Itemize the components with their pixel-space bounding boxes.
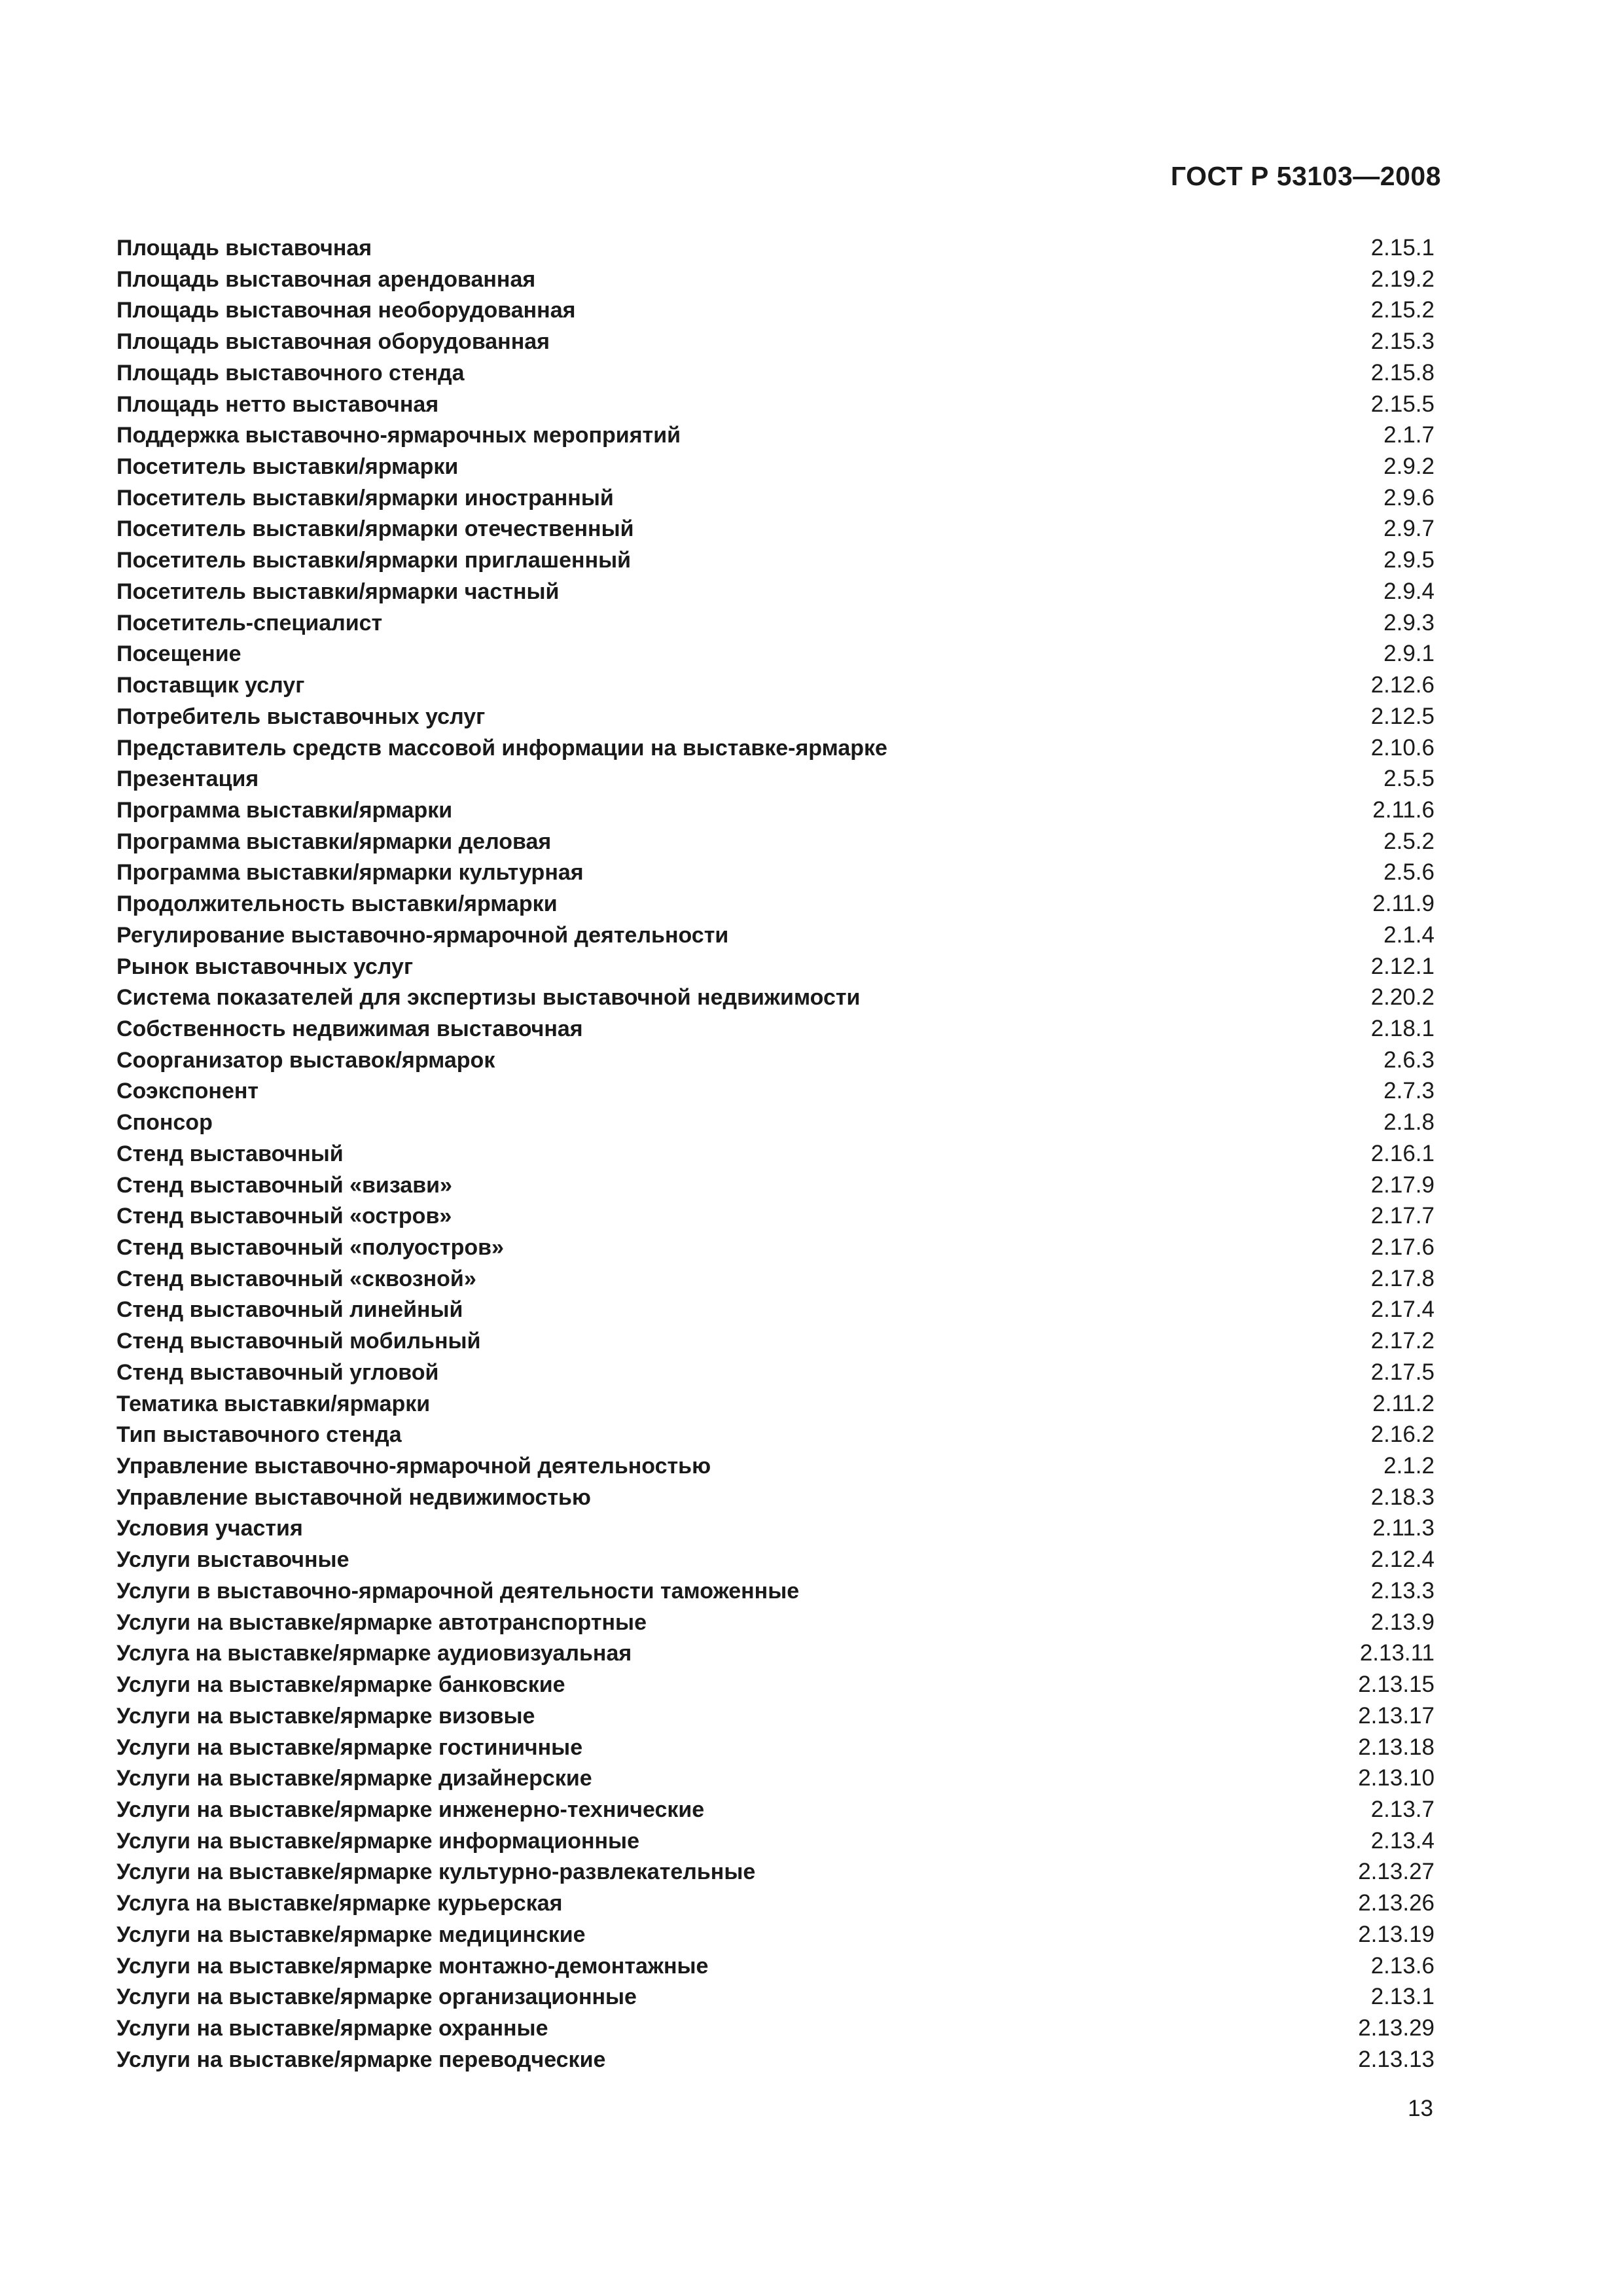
index-term: Площадь выставочная оборудованная [116,329,550,355]
index-entry [116,295,1435,326]
index-entry [116,1638,1435,1669]
index-section-ref: 2.15.5 [1370,391,1435,417]
index-section-ref: 2.6.3 [1383,1047,1435,1073]
index-section-ref: 2.9.1 [1383,641,1435,667]
index-entry [116,1763,1435,1794]
index-section-ref: 2.13.10 [1358,1765,1435,1791]
index-term: Тип выставочного стенда [116,1422,402,1448]
index-term: Тематика выставки/ярмарки [116,1391,431,1416]
index-term: Соэкспонент [116,1079,259,1104]
index-entry [116,888,1435,920]
index-entry [116,1825,1435,1857]
index-section-ref: 2.18.3 [1370,1484,1435,1510]
index-section-ref: 2.11.3 [1372,1515,1435,1541]
index-term: Представитель средств массовой информации на выставке-ярмарке [116,735,887,761]
index-entry [116,670,1435,701]
index-term: Площадь выставочная [116,236,372,260]
index-term: Спонсор [116,1110,213,1136]
index-section-ref: 2.13.29 [1358,2015,1435,2041]
index-term: Программа выставки/ярмарки культурная [116,860,584,886]
index-section-ref: 2.13.6 [1370,1952,1435,1979]
index-term: Система показателей для экспертизы выставочной недвижимости [116,985,861,1011]
index-section-ref: 2.17.8 [1370,1265,1435,1291]
index-term: Услуги на выставке/ярмарке медицинские [116,1922,586,1947]
index-section-ref: 2.17.7 [1370,1203,1435,1229]
index-term: Услуги в выставочно-ярмарочной деятельности таможенные [116,1578,800,1604]
index-section-ref: 2.5.2 [1383,828,1435,854]
index-entry [116,1075,1435,1107]
index-term: Услуги на выставке/ярмарке культурно-развлекательные [116,1859,756,1885]
index-term: Стенд выставочный мобильный [116,1329,481,1354]
index-section-ref: 2.13.15 [1358,1672,1435,1698]
index-entry [116,795,1435,826]
index-term: Услуги на выставке/ярмарке гостиничные [116,1734,583,1760]
index-term: Поставщик услуг [116,673,305,698]
index-entry [116,732,1435,764]
index-term: Площадь выставочная арендованная [116,266,536,292]
index-entry [116,1919,1435,1950]
index-section-ref: 2.17.9 [1370,1172,1435,1198]
standard-designation: ГОСТ Р 53103—2008 [1170,161,1441,191]
index-term: Услуги на выставке/ярмарке дизайнерские [116,1766,592,1791]
index-entry [116,1045,1435,1076]
index-entry [116,1263,1435,1295]
index-section-ref: 2.13.11 [1359,1640,1435,1666]
index-section-ref: 2.7.3 [1383,1078,1435,1104]
index-term: Стенд выставочный линейный [116,1297,463,1323]
index-term: Стенд выставочный угловой [116,1359,439,1385]
index-entry [116,1450,1435,1482]
index-entry [116,607,1435,639]
index-term: Программа выставки/ярмарки [116,797,453,823]
index-section-ref: 2.15.1 [1370,235,1435,260]
index-entry [116,482,1435,514]
index-term: Услуги на выставке/ярмарке охранные [116,2015,548,2041]
index-entry [116,1732,1435,1763]
index-section-ref: 2.1.4 [1383,922,1435,948]
index-section-ref: 2.1.8 [1383,1109,1435,1136]
index-section-ref: 2.12.4 [1370,1547,1435,1573]
index-entry [116,1200,1435,1232]
index-entry [116,1013,1435,1045]
index-term: Услуги на выставке/ярмарке информационные [116,1828,639,1854]
index-section-ref: 2.9.2 [1383,454,1435,480]
index-section-ref: 2.13.7 [1370,1796,1435,1822]
index-section-ref: 2.9.3 [1383,609,1435,636]
index-section-ref: 2.13.4 [1370,1827,1435,1854]
index-section-ref: 2.9.5 [1383,547,1435,573]
index-entry [116,545,1435,576]
index-entry [116,232,1435,264]
index-entry [116,826,1435,857]
index-section-ref: 2.9.4 [1383,578,1435,604]
index-section-ref: 2.5.5 [1383,766,1435,792]
index-term: Посетитель выставки/ярмарки частный [116,579,560,604]
index-term: Потребитель выставочных услуг [116,704,486,729]
index-term: Условия участия [116,1516,303,1541]
index-term: Презентация [116,766,259,792]
index-entry [116,1138,1435,1170]
index-term: Управление выставочной недвижимостью [116,1484,591,1510]
index-term: Услуги на выставке/ярмарке переводческие [116,2047,606,2072]
index-term: Посетитель выставки/ярмарки иностранный [116,485,614,511]
index-entry [116,1232,1435,1263]
index-section-ref: 2.18.1 [1370,1015,1435,1041]
index-entry [116,1294,1435,1325]
index-entry [116,2013,1435,2044]
index-entry [116,326,1435,357]
index-section-ref: 2.13.17 [1358,1702,1435,1729]
index-entry [116,920,1435,951]
index-section-ref: 2.11.6 [1372,797,1435,823]
index-entry [116,763,1435,795]
index-term: Стенд выставочный «остров» [116,1204,452,1229]
index-entry [116,576,1435,607]
index-term: Услуги на выставке/ярмарке организационные [116,1984,637,2010]
index-section-ref: 2.12.1 [1370,953,1435,979]
index-section-ref: 2.20.2 [1370,984,1435,1011]
index-section-ref: 2.5.6 [1383,859,1435,886]
index-term: Услуга на выставке/ярмарке аудиовизуальная [116,1641,632,1666]
index-entry [116,638,1435,670]
page-number: 13 [1408,2096,1433,2121]
index-term: Стенд выставочный «полуостров» [116,1235,504,1260]
index-term: Посетитель-специалист [116,610,383,636]
index-section-ref: 2.13.26 [1358,1890,1435,1916]
index-entry [116,264,1435,295]
index-entry [116,357,1435,389]
index-term: Стенд выставочный «визави» [116,1172,452,1198]
index-entry [116,1981,1435,2013]
index-term: Поддержка выставочно-ярмарочных мероприятий [116,423,681,448]
index-section-ref: 2.9.6 [1383,484,1435,511]
index-entry [116,982,1435,1013]
index-entry [116,1607,1435,1638]
index-term: Регулирование выставочно-ярмарочной деятельности [116,922,729,948]
index-term: Посещение [116,641,241,667]
index-term: Рынок выставочных услуг [116,954,414,979]
index-section-ref: 2.19.2 [1370,266,1435,292]
index-term: Программа выставки/ярмарки деловая [116,829,552,854]
index-entry [116,1888,1435,1919]
alphabetical-index [116,232,1435,2075]
index-entry [116,1544,1435,1575]
index-section-ref: 2.17.2 [1370,1328,1435,1354]
index-section-ref: 2.15.3 [1370,329,1435,355]
index-term: Стенд выставочный «сквозной» [116,1266,476,1291]
index-section-ref: 2.16.1 [1370,1140,1435,1166]
index-entry [116,1325,1435,1357]
index-term: Собственность недвижимая выставочная [116,1016,583,1041]
index-term: Площадь выставочная необорудованная [116,298,576,323]
index-term: Соорганизатор выставок/ярмарок [116,1047,495,1073]
index-term: Управление выставочно-ярмарочной деятельностью [116,1454,711,1479]
index-section-ref: 2.12.6 [1370,672,1435,698]
index-term: Услуга на выставке/ярмарке курьерская [116,1891,563,1916]
index-section-ref: 2.13.9 [1370,1609,1435,1635]
index-term: Посетитель выставки/ярмарки приглашенный [116,548,632,573]
index-entry [116,1856,1435,1888]
index-term: Продолжительность выставки/ярмарки [116,891,558,917]
index-entry [116,2044,1435,2075]
index-entry [116,1482,1435,1513]
index-entry [116,420,1435,451]
index-section-ref: 2.1.7 [1383,422,1435,448]
index-term: Услуги на выставке/ярмарке визовые [116,1703,535,1729]
index-entry [116,1700,1435,1732]
index-section-ref: 2.11.9 [1372,891,1435,917]
index-term: Посетитель выставки/ярмарки [116,454,459,480]
index-term: Услуги на выставке/ярмарке инженерно-технические [116,1797,705,1822]
index-entry [116,1575,1435,1607]
index-section-ref: 2.11.2 [1372,1390,1435,1416]
index-entry [116,1513,1435,1544]
index-entry [116,513,1435,545]
index-section-ref: 2.13.27 [1358,1859,1435,1885]
index-entry [116,857,1435,888]
index-term: Посетитель выставки/ярмарки отечественный [116,516,634,542]
index-section-ref: 2.13.1 [1370,1984,1435,2010]
index-entry [116,1419,1435,1450]
index-section-ref: 2.17.4 [1370,1297,1435,1323]
index-section-ref: 2.16.2 [1370,1422,1435,1448]
index-entry [116,1357,1435,1388]
index-term: Услуги на выставке/ярмарке банковские [116,1672,565,1698]
index-section-ref: 2.1.2 [1383,1453,1435,1479]
index-term: Услуги выставочные [116,1547,349,1573]
index-term: Площадь нетто выставочная [116,391,439,417]
index-section-ref: 2.10.6 [1370,734,1435,761]
index-entry [116,1170,1435,1201]
index-entry [116,1669,1435,1700]
index-entry [116,1388,1435,1420]
index-section-ref: 2.17.6 [1370,1234,1435,1260]
index-section-ref: 2.13.19 [1358,1921,1435,1947]
index-entry [116,1950,1435,1982]
index-entry [116,451,1435,482]
index-section-ref: 2.15.8 [1370,359,1435,386]
index-entry [116,1107,1435,1138]
index-section-ref: 2.12.5 [1370,703,1435,729]
index-entry [116,389,1435,420]
index-entry [116,701,1435,732]
index-section-ref: 2.17.5 [1370,1359,1435,1385]
index-term: Услуги на выставке/ярмарке автотранспортные [116,1609,647,1635]
index-section-ref: 2.13.18 [1358,1734,1435,1760]
index-term: Услуги на выставке/ярмарке монтажно-демонтажные [116,1953,709,1979]
index-entry [116,1794,1435,1825]
index-term: Стенд выставочный [116,1141,344,1166]
index-term: Площадь выставочного стенда [116,360,465,386]
index-section-ref: 2.15.2 [1370,297,1435,323]
index-section-ref: 2.13.3 [1370,1577,1435,1604]
index-section-ref: 2.13.13 [1358,2046,1435,2072]
index-entry [116,951,1435,982]
index-section-ref: 2.9.7 [1383,516,1435,542]
